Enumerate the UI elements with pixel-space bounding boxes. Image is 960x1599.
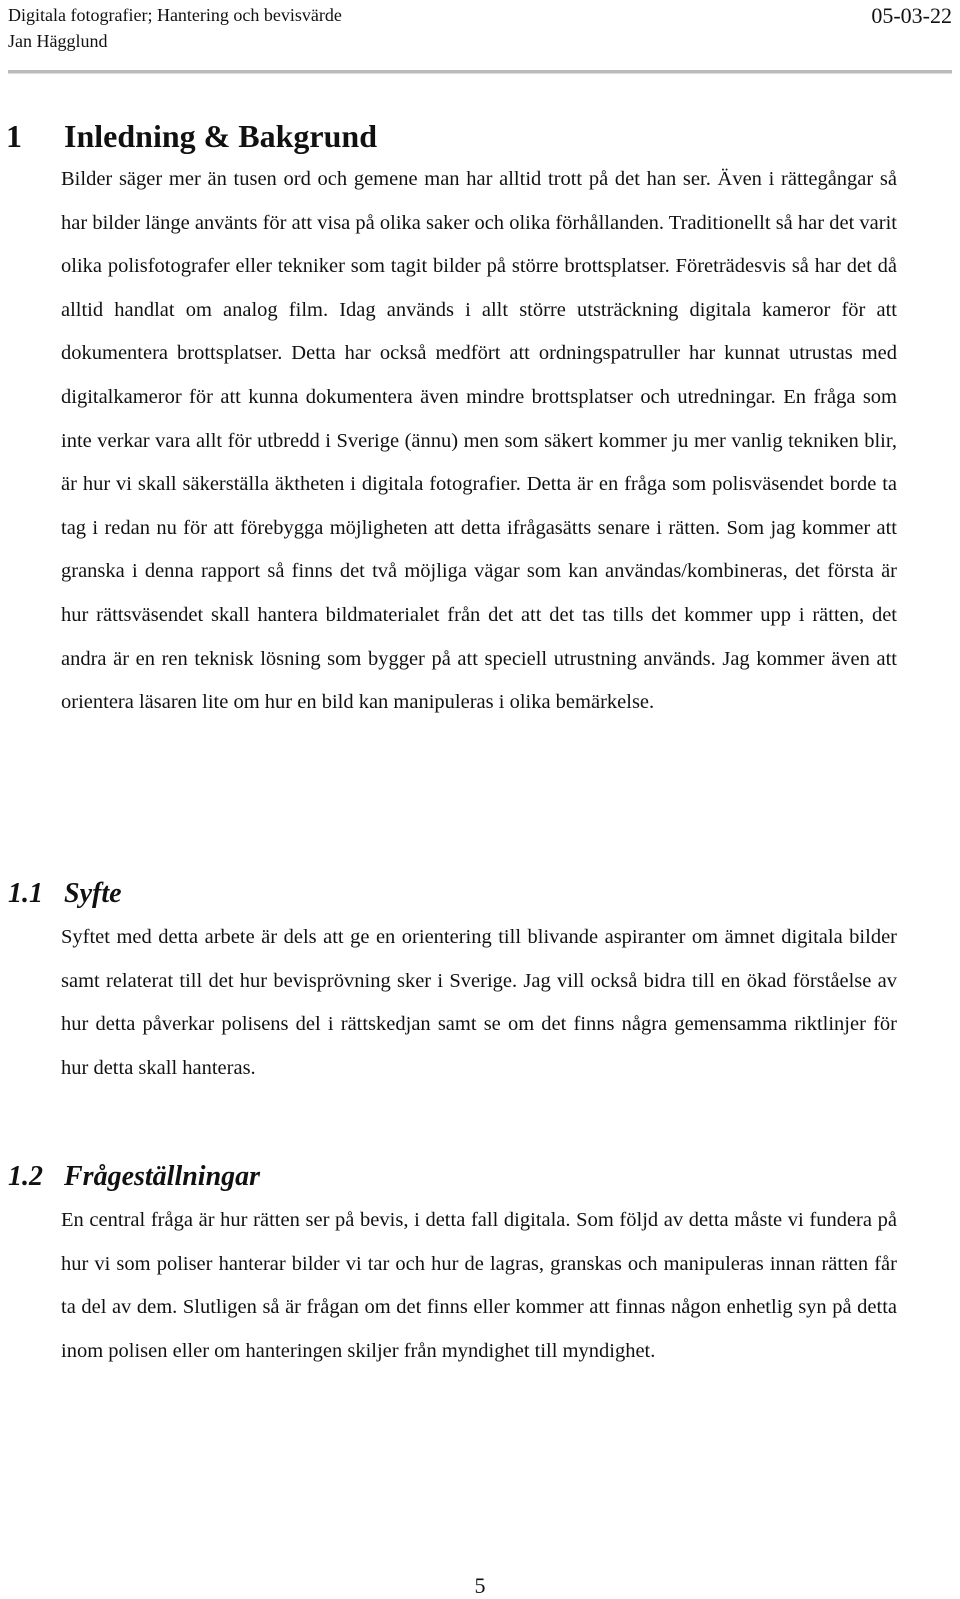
subsection-heading: [0, 1155, 960, 1199]
page-number: [0, 1573, 960, 1599]
header-divider: [8, 70, 952, 74]
page-header: [0, 0, 960, 74]
subsection-paragraph: Syftet med detta arbete är dels att ge en orientering till blivande aspiranter om ämnet digitala bilder samt relaterat till det hur bevisprövning sker i Sverige. Jag vill också bidra till en ökad förståelse av hur detta påverkar polisens del i rättskedjan samt se om det finns några gemensamma riktlinjer för hur detta skall hanteras.: [61, 926, 897, 1079]
section-heading: [0, 114, 960, 158]
section-title: Inledning & Bakgrund: [64, 118, 378, 154]
section-syfte: [0, 872, 960, 1090]
subsection-heading: [0, 872, 960, 916]
section-inledning: [0, 114, 960, 725]
section-number: 1: [6, 118, 22, 154]
document-title: Digitala fotografier; Hantering och bevisvärde: [8, 5, 342, 25]
section-paragraph: Bilder säger mer än tusen ord och gemene man har alltid trott på det han ser. Även i rättegångar så har bilder länge använts för att visa på olika saker och olika förhållanden. Traditionellt så har det varit olika polisfotografer eller tekniker som tagit bilder på större brottsplatser. Företrädesvis så har det då alltid handlat om analog film. Idag används i allt större utsträckning digitala kameror för att dokumentera brottsplatser. Detta har också medfört att ordningspatruller har kunnat utrustas med digitalkameror för att kunna dokumentera även mindre brottsplatser och utredningar. En fråga som inte verkar vara allt för utbredd i Sverige (ännu) men som säkert kommer ju mer vanlig tekniken blir, är hur vi skall säkerställa äktheten i digitala fotografier. Detta är en fråga som polisväsendet borde ta tag i redan nu för att förebygga möjligheten att detta ifrågasätts senare i rätten. Som jag kommer att granska i denna rapport så finns det två möjliga vägar som kan användas/kombineras, det första är hur rättsväsendet skall hantera bildmaterialet från det att det tas tills det kommer upp i rätten, det andra är en ren teknisk lösning som bygger på att speciell utrustning används. Jag kommer även att orientera läsaren lite om hur en bild kan manipuleras i olika bemärkelse.: [61, 168, 897, 714]
header-date: 05-03-22: [871, 3, 952, 28]
subsection-number: 1.2: [8, 1161, 43, 1192]
author-name: Jan Hägglund: [8, 31, 108, 51]
subsection-paragraph: En central fråga är hur rätten ser på bevis, i detta fall digitala. Som följd av detta måste vi fundera på hur vi som poliser hanterar bilder vi tar och hur de lagras, granskas och manipuleras innan rätten får ta del av dem. Slutligen så är frågan om det finns eller kommer att finnas någon enhetlig syn på detta inom polisen eller om hanteringen skiljer från myndighet till myndighet.: [61, 1209, 897, 1362]
subsection-number: 1.1: [8, 878, 43, 909]
subsection-title: Frågeställningar: [64, 1161, 261, 1192]
header-left: [8, 2, 342, 54]
subsection-title: Syfte: [64, 878, 122, 909]
section-fragestallningar: [0, 1155, 960, 1373]
page-number-text: 5: [474, 1573, 486, 1598]
